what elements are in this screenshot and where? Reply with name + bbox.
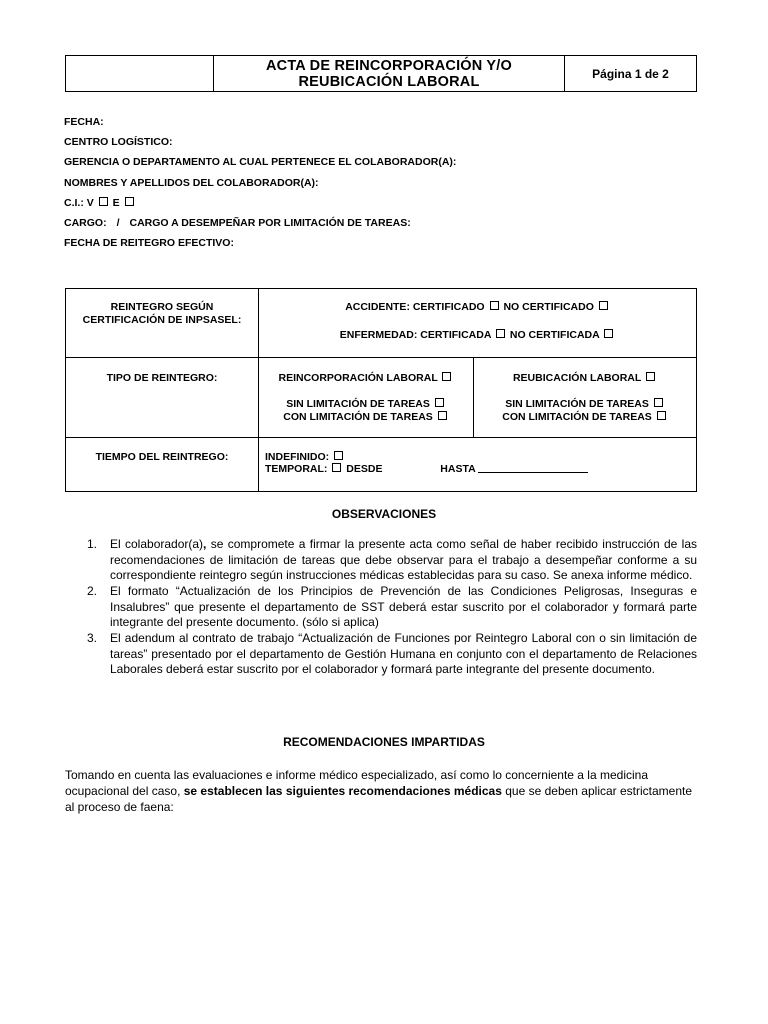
accidente-certificado-label: ACCIDENTE: CERTIFICADO <box>345 301 485 313</box>
checkbox-accidente-certificado[interactable] <box>490 301 499 310</box>
reubicacion-con-limitacion-label: CON LIMITACIÓN DE TAREAS <box>502 411 652 423</box>
row-tipo-reintegro <box>66 358 697 438</box>
hasta-label: HASTA <box>440 463 476 475</box>
field-fecha: FECHA: <box>64 116 104 128</box>
title-line-1: ACTA DE REINCORPORACIÓN Y/O <box>265 57 512 74</box>
field-nombres: NOMBRES Y APELLIDOS DEL COLABORADOR(A): <box>64 176 319 189</box>
label-tiempo-reintegro: TIEMPO DEL REINTREGO: <box>66 438 259 492</box>
observacion-text: se compromete a firmar la presente acta como señal de haber recibido instrucción de las recomendaciones de limitación de tareas que debe observar para el trabajo a desempeñar conforme a su correspondiente reintegro según instrucciones médicas establecidas para su caso. Se anexa informe médico. <box>110 537 697 582</box>
ci-e-label: E <box>112 196 120 209</box>
accidente-line <box>259 301 696 329</box>
reincorporacion-con-limitacion-label: CON LIMITACIÓN DE TAREAS <box>283 411 433 423</box>
document-header <box>65 55 697 92</box>
reincorporacion-cell <box>259 358 474 438</box>
observaciones-list <box>65 537 697 678</box>
observaciones-title: OBSERVACIONES <box>331 507 437 521</box>
checkbox-reubicacion[interactable] <box>646 372 655 381</box>
form-fields <box>64 116 456 257</box>
observacion-item <box>65 631 697 678</box>
checkbox-reincorporacion-sin-limitacion[interactable] <box>435 398 444 407</box>
cargo-separator: / <box>116 216 120 229</box>
enfermedad-no-certificada-label: NO CERTIFICADA <box>509 329 600 341</box>
checkbox-reincorporacion-con-limitacion[interactable] <box>438 411 447 420</box>
recomendaciones-paragraph <box>65 767 697 815</box>
reincorporacion-label: REINCORPORACIÓN LABORAL <box>278 372 438 384</box>
cargo-label: CARGO: <box>64 216 107 229</box>
checkbox-ci-v[interactable] <box>99 197 108 206</box>
label-certificacion-line-2: CERTIFICACIÓN DE INPSASEL: <box>82 314 242 326</box>
reubicacion-cell <box>474 358 697 438</box>
observacion-number: 1. <box>87 537 98 551</box>
field-gerencia: GERENCIA O DEPARTAMENTO AL CUAL PERTENECE EL COLABORADOR(A): <box>64 156 457 169</box>
reintegro-table <box>65 288 697 492</box>
enfermedad-line <box>259 329 696 357</box>
checkbox-enfermedad-no-certificada[interactable] <box>604 329 613 338</box>
observacion-text: El formato “Actualización de los Principios de Prevención de las Condiciones Peligrosas, Inseguras e Insalubres” que presente el departamento de SST deberá estar suscrito por el colaborador y formará parte integrante del presente documento. (sólo si aplica) <box>110 584 697 629</box>
row-certificacion <box>66 289 697 358</box>
checkbox-reubicacion-sin-limitacion[interactable] <box>654 398 663 407</box>
page-number: Página 1 de 2 <box>565 56 697 92</box>
label-certificacion <box>66 289 259 358</box>
recomendaciones-text-bold: se establecen las siguientes recomendaciones médicas <box>183 784 502 798</box>
field-cargo <box>64 217 456 237</box>
field-fecha-reitegro: FECHA DE REITEGRO EFECTIVO: <box>64 237 234 250</box>
tiempo-options <box>259 438 697 492</box>
document-title <box>214 56 565 92</box>
reubicacion-sin-limitacion-label: SIN LIMITACIÓN DE TAREAS <box>505 398 649 410</box>
temporal-label: TEMPORAL: <box>265 463 328 475</box>
accidente-no-certificado-label: NO CERTIFICADO <box>503 301 594 313</box>
observacion-number: 2. <box>87 584 98 598</box>
recomendaciones-text-pre: Tomando en cuenta las evaluaciones e informe médico especializado, así como lo concerniente a la medicina ocupacional del caso, <box>65 768 649 798</box>
checkbox-reincorporacion[interactable] <box>442 372 451 381</box>
title-line-2: REUBICACIÓN LABORAL <box>298 73 480 90</box>
checkbox-ci-e[interactable] <box>125 197 134 206</box>
observacion-text-pre: El colaborador(a) <box>110 537 204 551</box>
row-tiempo-reintegro <box>66 438 697 492</box>
certificacion-options <box>259 289 697 358</box>
recomendaciones-text-post: que se deben aplicar estrictamente al proceso de faena: <box>65 784 693 814</box>
reincorporacion-sin-limitacion-label: SIN LIMITACIÓN DE TAREAS <box>286 398 430 410</box>
checkbox-indefinido[interactable] <box>334 451 343 460</box>
checkbox-reubicacion-con-limitacion[interactable] <box>657 411 666 420</box>
label-certificacion-line-1: REINTEGRO SEGÚN <box>110 301 214 313</box>
checkbox-enfermedad-certificada[interactable] <box>496 329 505 338</box>
checkbox-temporal[interactable] <box>332 463 341 472</box>
enfermedad-certificada-label: ENFERMEDAD: CERTIFICADA <box>339 329 492 341</box>
field-centro-logistico: CENTRO LOGÍSTICO: <box>64 136 173 149</box>
observacion-comma: , <box>203 537 207 551</box>
indefinido-label: INDEFINIDO: <box>265 451 330 463</box>
checkbox-accidente-no-certificado[interactable] <box>599 301 608 310</box>
logo-cell <box>66 56 214 92</box>
observacion-item <box>65 537 697 584</box>
cargo-desempenar-label: CARGO A DESEMPEÑAR POR LIMITACIÓN DE TAREAS: <box>129 216 411 229</box>
observacion-number: 3. <box>87 631 98 645</box>
ci-label: C.I.: V <box>64 196 94 209</box>
hasta-input-line[interactable] <box>478 472 588 473</box>
observacion-item <box>65 584 697 631</box>
field-ci <box>64 197 456 217</box>
label-tipo-reintegro: TIPO DE REINTEGRO: <box>66 358 259 438</box>
reubicacion-label: REUBICACIÓN LABORAL <box>512 372 642 384</box>
desde-label: DESDE <box>346 463 383 475</box>
observacion-text: El adendum al contrato de trabajo “Actualización de Funciones por Reintegro Laboral con o sin limitación de tareas” presentado por el departamento de Gestión Humana en conjunto con el departamento de Relaciones Laborales deberá estar suscrito por el colaborador y formará parte integrante del presente documento. <box>110 631 697 676</box>
recomendaciones-title: RECOMENDACIONES IMPARTIDAS <box>283 735 485 749</box>
